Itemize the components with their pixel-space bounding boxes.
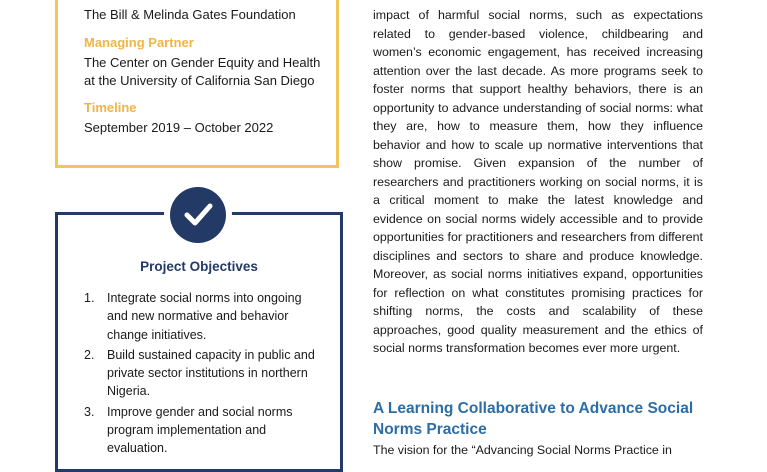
objectives-title: Project Objectives (140, 259, 258, 274)
objective-item (84, 289, 320, 344)
managing-partner-line1: The Center on Gender Equity and Health (84, 55, 321, 70)
objective-item (84, 403, 320, 458)
managing-partner-label: Managing Partner (84, 35, 194, 50)
section-intro-text: The vision for the “Advancing Social Norms Practice in (373, 443, 672, 457)
objective-text: Improve gender and social norms program implementation and evaluation. (107, 404, 293, 456)
timeline-label: Timeline (84, 100, 137, 115)
timeline-value: September 2019 – October 2022 (84, 120, 274, 135)
objective-number: 1. (84, 291, 95, 305)
objective-number: 3. (84, 404, 95, 419)
objective-text: Build sustained capacity in public and private sector institutions in northern Nigeria. (107, 347, 315, 399)
funder-value: The Bill & Melinda Gates Foundation (84, 7, 296, 22)
check-circle-icon (170, 187, 226, 243)
body-paragraph: impact of harmful social norms, such as expectations related to gender-based violence, childbearing and women’s economic engagement, has received increasing attention over the last decade. As more programs seek to foster norms that support healthy behaviors, there is an opportunity to advance understanding of social norms: what they are, how to measure them, how they influence behavior and how to scale up normative interventions that show promise. Given expansion of the number of researchers and practitioners working on social norms, it is a critical moment to make the latest knowledge and evidence on social norms widely accessible and to provide opportunities for practitioners and researchers from different disciplines and sectors to share and produce knowledge. Moreover, as social norms initiatives expand, opportunities for reflection on what constitutes promising practices for shifting norms, the costs and scalability of these approaches, good quality measurement and the ethics of social norms transformation becomes ever more urgent. (373, 8, 703, 355)
managing-partner-line2: at the University of California San Diego (84, 73, 315, 88)
objective-text: Integrate social norms into ongoing and new normative and behavior change initiatives. (107, 291, 302, 342)
objective-number: 2. (84, 347, 95, 362)
objective-item (84, 346, 320, 401)
section-heading: A Learning Collaborative to Advance Social Norms Practice (373, 400, 694, 438)
objectives-list (84, 289, 320, 460)
